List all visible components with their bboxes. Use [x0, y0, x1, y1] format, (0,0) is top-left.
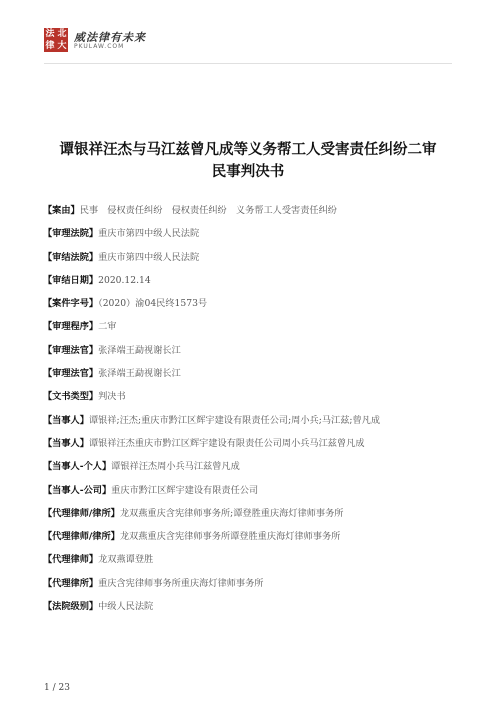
metadata-value: （2020）渝04民终1573号 [98, 298, 208, 310]
metadata-value: 重庆含宪律师事务所重庆海灯律师事务所 [98, 577, 264, 589]
metadata-label: 【文书类型】 [43, 391, 99, 403]
metadata-row [43, 390, 463, 413]
metadata-value: 重庆市黔江区辉宇建设有限责任公司 [111, 484, 259, 496]
metadata-value: 判决书 [98, 391, 126, 403]
brand-slogan: 威法律有未来 [74, 31, 146, 44]
metadata-row [43, 344, 463, 367]
metadata-label: 【当事人-公司】 [43, 484, 112, 496]
metadata-value: 二审 [98, 321, 117, 333]
document-title [36, 139, 460, 183]
metadata-row [43, 460, 463, 483]
metadata-label: 【案件字号】 [43, 298, 99, 310]
seal-char: 律 [45, 41, 55, 51]
metadata-label: 【当事人】 [43, 414, 89, 426]
metadata-row [43, 414, 463, 437]
title-line-2: 民事判决书 [211, 163, 285, 180]
metadata-value: 龙双燕重庆含宪律师事务所谭登胜重庆海灯律师事务所 [119, 531, 341, 543]
metadata-label: 【代理律师】 [43, 554, 99, 566]
metadata-row [43, 227, 463, 250]
metadata-value: 张泽端王勐视谢长江 [98, 368, 181, 380]
metadata-label: 【案由】 [43, 205, 80, 216]
metadata-value: 张泽端王勐视谢长江 [98, 344, 181, 356]
case-metadata-list [43, 204, 463, 623]
metadata-row [43, 530, 463, 553]
seal-char: 北 [57, 29, 67, 39]
seal-char: 法 [45, 29, 55, 39]
metadata-label: 【审理法官】 [43, 344, 99, 356]
page-number: 1 / 23 [44, 683, 70, 693]
metadata-label: 【当事人】 [43, 437, 89, 449]
header-divider [44, 63, 452, 64]
metadata-value: 2020.12.14 [98, 274, 151, 286]
metadata-row [43, 367, 463, 390]
metadata-row [43, 507, 463, 530]
metadata-label: 【审理程序】 [43, 321, 99, 333]
metadata-value: 谭银祥;汪杰;重庆市黔江区辉宇建设有限责任公司;周小兵;马江兹;曾凡成 [88, 414, 381, 426]
metadata-row [43, 437, 463, 460]
metadata-value: 重庆市第四中级人民法院 [98, 228, 200, 240]
metadata-value: 重庆市第四中级人民法院 [98, 251, 200, 263]
metadata-label: 【代理律所】 [43, 577, 99, 589]
site-header [44, 28, 194, 62]
metadata-row [43, 577, 463, 600]
metadata-label: 【代理律师/律所】 [43, 507, 120, 519]
metadata-row [43, 297, 463, 320]
title-line-1: 谭银祥汪杰与马江兹曾凡成等义务帮工人受害责任纠纷二审 [59, 141, 437, 158]
metadata-row [43, 320, 463, 343]
metadata-row [43, 204, 463, 227]
metadata-value: 龙双燕谭登胜 [98, 554, 154, 566]
metadata-label: 【代理律师/律所】 [43, 531, 120, 543]
metadata-row [43, 484, 463, 507]
pkulaw-seal-logo [44, 28, 68, 52]
metadata-label: 【法院级别】 [43, 601, 99, 613]
metadata-value: 龙双燕重庆含宪律师事务所;谭登胜重庆海灯律师事务所 [119, 507, 344, 519]
metadata-value: 民事 侵权责任纠纷 侵权责任纠纷 义务帮工人受害责任纠纷 [79, 205, 337, 216]
metadata-row [43, 274, 463, 297]
metadata-row [43, 251, 463, 274]
metadata-row [43, 553, 463, 576]
seal-char: 大 [57, 41, 67, 51]
metadata-label: 【审理法官】 [43, 368, 99, 380]
brand-url: PKULAW.COM [74, 43, 125, 50]
metadata-label: 【审结日期】 [43, 274, 99, 286]
metadata-row [43, 600, 463, 623]
metadata-value: 谭银祥汪杰周小兵马江兹曾凡成 [111, 461, 240, 473]
metadata-label: 【审理法院】 [43, 228, 99, 240]
metadata-label: 【审结法院】 [43, 251, 99, 263]
metadata-value: 谭银祥汪杰重庆市黔江区辉宇建设有限责任公司周小兵马江兹曾凡成 [88, 437, 365, 449]
metadata-value: 中级人民法院 [98, 601, 154, 613]
metadata-label: 【当事人-个人】 [43, 461, 112, 473]
